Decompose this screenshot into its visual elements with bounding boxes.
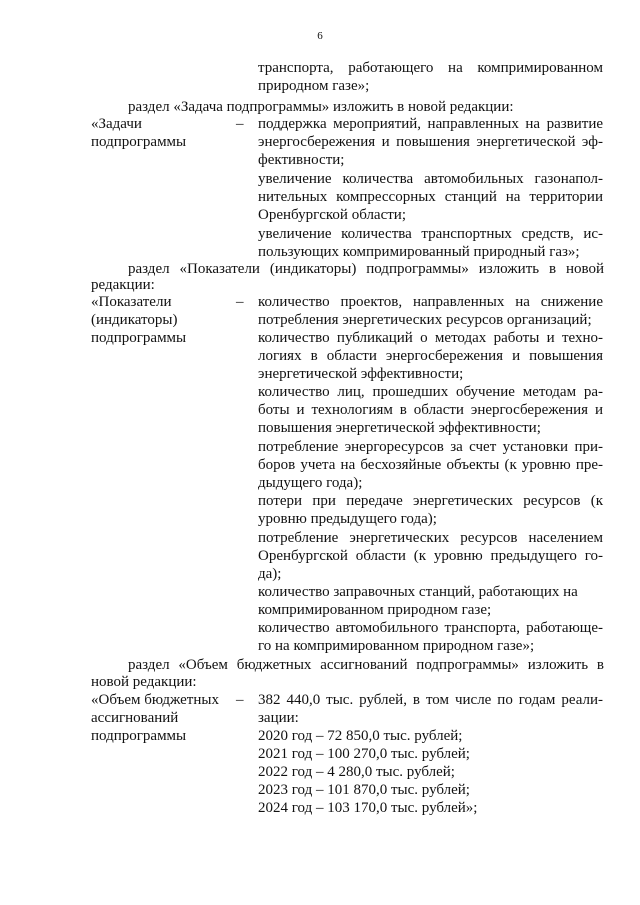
row-label: ассигнований	[91, 710, 179, 726]
body-line: пользующих компримированный природный газ»;	[258, 244, 580, 260]
body-line: 382 440,0 тыс. рублей, в том числе по годам реали-	[258, 692, 603, 708]
row-dash: –	[236, 294, 244, 310]
body-line: увеличение количества автомобильных газонапол-	[258, 171, 603, 187]
body-line: 2024 год – 103 170,0 тыс. рублей»;	[258, 800, 478, 816]
body-line: природном газе»;	[258, 78, 370, 94]
body-line: боты и технологиям в области энергосбережения и	[258, 402, 603, 418]
body-line: 2021 год – 100 270,0 тыс. рублей;	[258, 746, 470, 762]
body-line: боров учета на бесхозяйные объекты (к уровню пре-	[258, 457, 603, 473]
body-line: Оренбургской области (к уровню предыдущего го-	[258, 548, 603, 564]
body-line: потребление энергоресурсов за счет установки при-	[258, 439, 603, 455]
body-line: 2023 год – 101 870,0 тыс. рублей;	[258, 782, 470, 798]
row-label: «Задачи	[91, 116, 142, 132]
row-dash: –	[236, 116, 244, 132]
row-label: подпрограммы	[91, 728, 187, 744]
section-intro: новой редакции:	[91, 674, 197, 690]
body-line: дыдущего года);	[258, 475, 363, 491]
body-line: Оренбургской области;	[258, 207, 407, 223]
body-line: потребление энергетических ресурсов населением	[258, 530, 603, 546]
body-line: транспорта, работающего на компримированном	[258, 60, 603, 76]
body-line: количество публикаций о методах работы и техно-	[258, 330, 603, 346]
section-intro: раздел «Объем бюджетных ассигнований подпрограммы» изложить в	[128, 657, 604, 673]
body-line: го на компримированном природном газе»;	[258, 638, 535, 654]
body-line: количество проектов, направленных на снижение	[258, 294, 603, 310]
row-dash: –	[236, 692, 244, 708]
body-line: количество лиц, прошедших обучение методам ра-	[258, 384, 603, 400]
body-line: энергосбережения и повышения энергетической эф-	[258, 134, 603, 150]
body-line: количество заправочных станций, работающих на	[258, 584, 578, 600]
body-line: логиях в области энергосбережения и повышения	[258, 348, 603, 364]
body-line: 2022 год – 4 280,0 тыс. рублей;	[258, 764, 455, 780]
body-line: 2020 год – 72 850,0 тыс. рублей;	[258, 728, 463, 744]
row-label: (индикаторы)	[91, 312, 178, 328]
body-line: энергетической эффективности;	[258, 366, 464, 382]
body-line: уровню предыдущего года);	[258, 511, 437, 527]
body-line: повышения энергетической эффективности;	[258, 420, 541, 436]
body-line: потери при передаче энергетических ресурсов (к	[258, 493, 603, 509]
body-line: фективности;	[258, 152, 345, 168]
body-line: компримированном природном газе;	[258, 602, 492, 618]
body-line: потребления энергетических ресурсов организаций;	[258, 312, 592, 328]
section-intro: раздел «Показатели (индикаторы) подпрограммы» изложить в новой	[128, 261, 604, 277]
body-line: зации:	[258, 710, 299, 726]
row-label: «Показатели	[91, 294, 172, 310]
row-label: «Объем бюджетных	[91, 692, 219, 708]
section-intro: раздел «Задача подпрограммы» изложить в новой редакции:	[128, 99, 514, 115]
section-intro: редакции:	[91, 277, 155, 293]
body-line: да);	[258, 566, 282, 582]
row-label: подпрограммы	[91, 330, 187, 346]
body-line: поддержка мероприятий, направленных на развитие	[258, 116, 603, 132]
body-line: нительных компрессорных станций на территории	[258, 189, 603, 205]
row-label: подпрограммы	[91, 134, 187, 150]
page-number: 6	[317, 30, 323, 42]
body-line: количество автомобильного транспорта, работающе-	[258, 620, 603, 636]
body-line: увеличение количества транспортных средств, ис-	[258, 226, 603, 242]
